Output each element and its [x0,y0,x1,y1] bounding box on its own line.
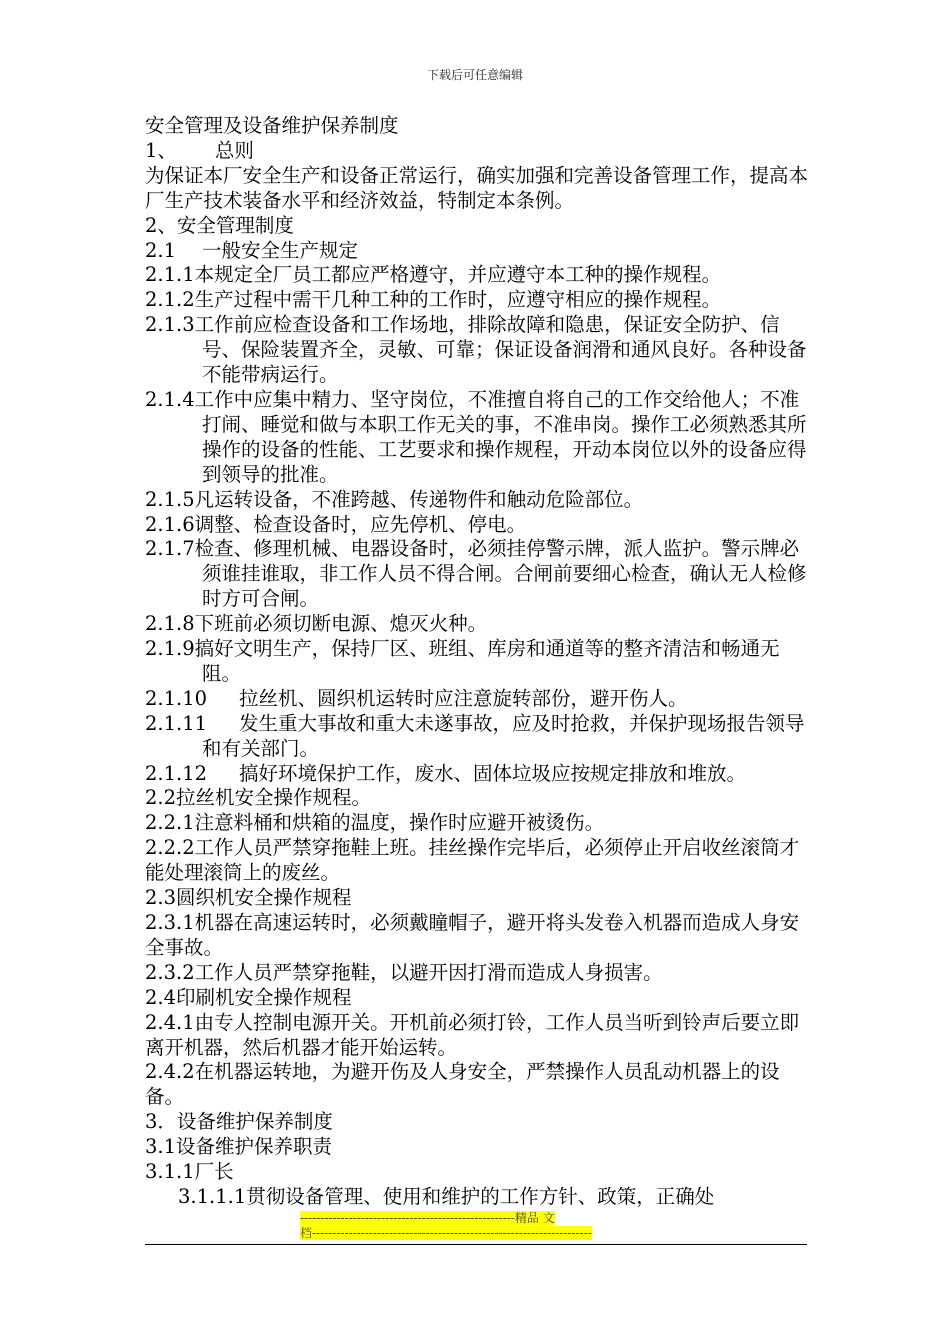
section-3-1-1-heading: 3.1.1厂长 [145,1160,234,1184]
section-2-4-heading: 2.4印刷机安全操作规程 [145,985,352,1009]
rule-2-1-2: 2.1.2生产过程中需干几种工种的工作时，应遵守相应的操作规程。 [145,288,722,312]
rule-2-1-3: 2.1.3工作前应检查设备和工作场地，排除故障和隐患，保证安全防护、信号、保险装置齐全，灵敏、可靠；保证设备润滑和通风良好。各种设备不能带病运行。 [145,313,807,387]
rule-2-1-12-text: 搞好环境保护工作，废水、固体垃圾应按规定排放和堆放。 [239,761,747,785]
rule-2-1-9: 2.1.9搞好文明生产，保持厂区、班组、库房和通道等的整齐清洁和畅通无阻。 [145,637,780,685]
rule-2-3-2: 2.3.2工作人员严禁穿拖鞋，以避开因打滑而造成人身损害。 [145,960,663,984]
rule-2-1-7: 2.1.7检查、修理机械、电器设备时，必须挂停警示牌，派人监护。警示牌必须谁挂谁取，非工作人员不得合闸。合闸前要细心检查，确认无人检修时方可合闸。 [145,537,807,611]
section-2-heading: 2、安全管理制度 [145,213,294,237]
rule-2-4-2: 2.4.2在机器运转地，为避开伤及人身安全，严禁操作人员乱动机器上的设备。 [145,1060,780,1109]
section-3-1-heading: 3.1设备维护保养职责 [145,1135,333,1159]
section-1-heading [145,139,815,164]
rule-2-1-11 [145,712,815,762]
section-2-3-heading: 2.3圆织机安全操作规程 [145,886,352,910]
section-1-number: 1、 [145,138,177,162]
section-2-2-heading: 2.2拉丝机安全操作规程。 [145,786,372,810]
section-2-1-heading [145,239,815,264]
rule-2-1-10-number: 2.1.10 [145,686,208,710]
rule-2-2-2: 2.2.2工作人员严禁穿拖鞋上班。挂丝操作完毕后，必须停止开启收丝滚筒才能处理滚筒上的废丝。 [145,836,800,885]
rule-2-1-8: 2.1.8下班前必须切断电源、熄灭火种。 [145,612,488,636]
rule-2-1-12-number: 2.1.12 [145,761,208,785]
rule-2-1-1: 2.1.1本规定全厂员工都应严格遵守，并应遵守本工种的操作规程。 [145,263,722,287]
rule-2-1-10-text: 拉丝机、圆织机运转时应注意旋转部份，避开伤人。 [239,686,688,710]
rule-2-1-6: 2.1.6调整、检查设备时，应先停机、停电。 [145,512,527,536]
section-1-title: 总则 [214,138,254,162]
rule-2-1-10 [145,687,815,712]
rule-2-1-11-number: 2.1.11 [145,711,208,735]
footer-divider [145,1244,807,1245]
rule-2-1-5: 2.1.5凡运转设备，不准跨越、传递物件和触动危险部位。 [145,487,644,511]
rule-2-1-4: 2.1.4工作中应集中精力、坚守岗位，不准擅自将自己的工作交给他人；不准打闹、睡觉和做与本职工作无关的事，不准串岗。操作工必须熟悉其所操作的设备的性能、工艺要求和操作规程，开动本岗位以外的设备应得到领导的批准。 [145,387,807,486]
footer-line-1: -----------------------------------------------------精品 文 [300,1211,555,1225]
section-2-1-number: 2.1 [145,238,177,262]
section-3-heading: 3．设备维护保养制度 [145,1110,333,1134]
rule-2-2-1: 2.2.1注意料桶和烘箱的温度，操作时应避开被烫伤。 [145,811,605,835]
rule-3-1-1-1: 3.1.1.1贯彻设备管理、使用和维护的工作方针、政策，正确处 [178,1184,715,1208]
rule-2-1-12 [145,762,815,787]
rule-2-4-1: 2.4.1由专人控制电源开关。开机前必须打铃，工作人员当听到铃声后要立即离开机器，然后机器才能开始运转。 [145,1010,800,1059]
document-body [145,114,815,1210]
rule-2-3-1: 2.3.1机器在高速运转时，必须戴瞳帽子，避开将头发卷入机器而造成人身安全事故。 [145,911,800,959]
document-title: 安全管理及设备维护保养制度 [145,114,399,137]
page-footer-watermark [300,1211,650,1241]
rule-2-1-11-text: 发生重大事故和重大未遂事故，应及时抢救，并保护现场报告领导和有关部门。 [202,711,805,760]
page-header-note: 下载后可任意编辑 [426,68,523,82]
section-1-body: 为保证本厂安全生产和设备正常运行，确实加强和完善设备管理工作，提高本厂生产技术装备水平和经济效益，特制定本条例。 [145,163,809,212]
section-2-1-title: 一般安全生产规定 [202,238,359,262]
footer-line-2: 档--------------------------------------------------------------------- [300,1226,592,1240]
